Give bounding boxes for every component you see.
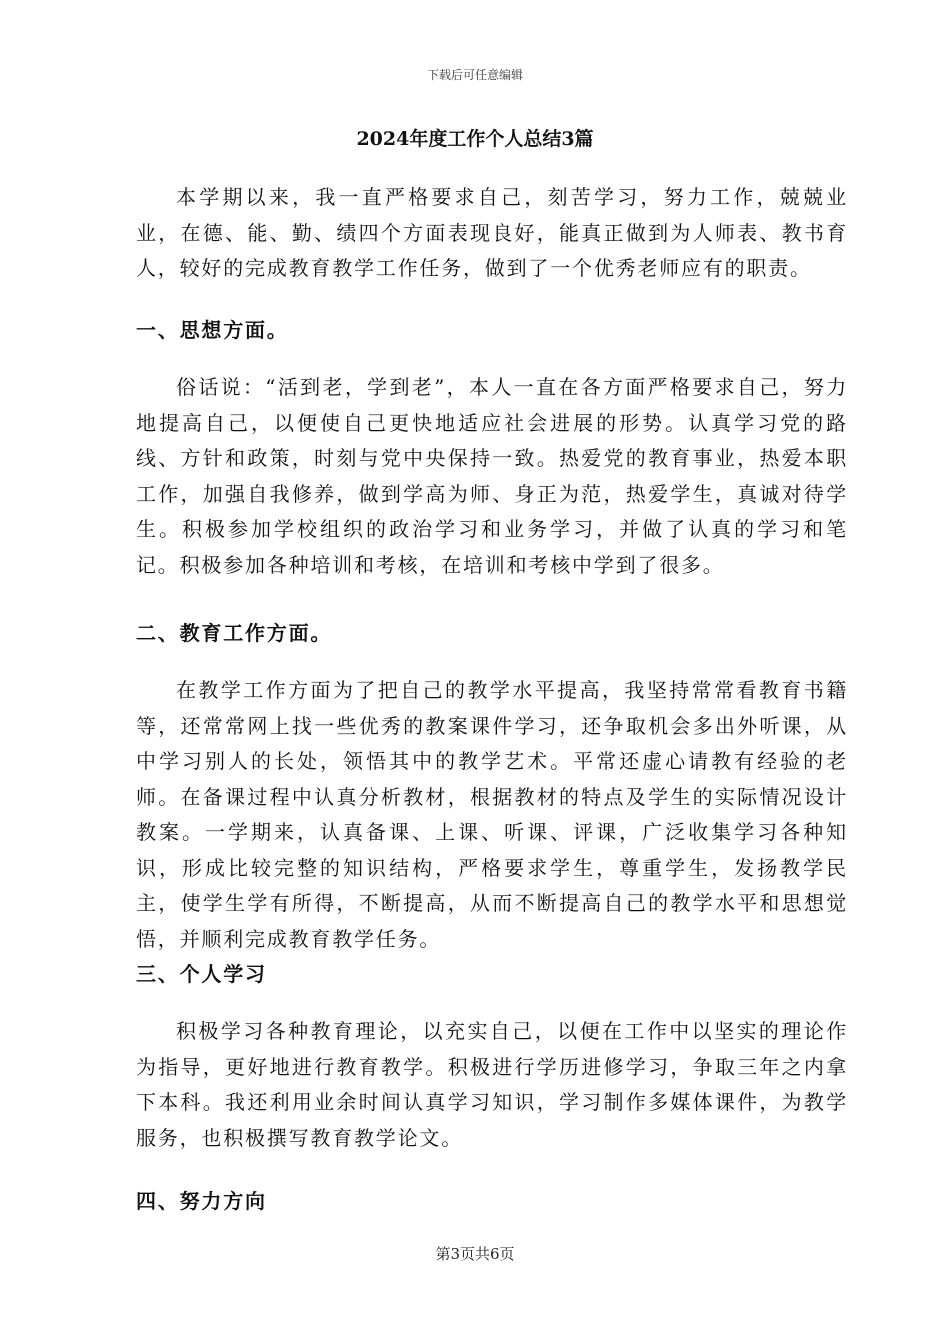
section-body-education: 在教学工作方面为了把自己的教学水平提高，我坚持常常看教育书籍等，还常常网上找一些优秀的教案课件学习，还争取机会多出外听课，从中学习别人的长处，领悟其中的教学艺术。平常还虚心请教有经验的老师。在备课过程中认真分析教材，根据教材的特点及学生的实际情况设计教案。一学期来，认真备课、上课、听课、评课，广泛收集学习各种知识，形成比较完整的知识结构，严格要求学生，尊重学生，发扬教学民主，使学生学有所得，不断提高，从而不断提高自己的教学水平和思想觉悟，并顺利完成教育教学任务。	[136, 678, 848, 951]
page-number-footer: 第3页共6页	[435, 1245, 515, 1263]
section-heading-thought: 一、思想方面。	[136, 318, 289, 342]
section-body-thought: 俗话说：“活到老，学到老”，本人一直在各方面严格要求自己，努力地提高自己，以便使自己更快地适应社会进展的形势。认真学习党的路线、方针和政策，时刻与党中央保持一致。热爱党的教育事业，热爱本职工作，加强自我修养，做到学高为师、身正为范，热爱学生，真诚对待学生。积极参加学校组织的政治学习和业务学习，并做了认真的学习和笔记。积极参加各种培训和考核，在培训和考核中学到了很多。	[136, 375, 848, 577]
document-title: 2024年度工作个人总结3篇	[356, 128, 594, 150]
section-body-personal-study: 积极学习各种教育理论，以充实自己，以便在工作中以坚实的理论作为指导，更好地进行教育教学。积极进行学历进修学习，争取三年之内拿下本科。我还利用业余时间认真学习知识，学习制作多媒体课件，为教学服务，也积极撰写教育教学论文。	[136, 1019, 848, 1150]
intro-paragraph: 本学期以来，我一直严格要求自己，刻苦学习，努力工作，兢兢业业，在德、能、勤、绩四个方面表现良好，能真正做到为人师表、教书育人，较好的完成教育教学工作任务，做到了一个优秀老师应有的职责。	[136, 185, 848, 280]
section-heading-education: 二、教育工作方面。	[136, 621, 333, 645]
section-heading-personal-study: 三、个人学习	[136, 962, 267, 986]
page-header-note: 下载后可任意编辑	[426, 68, 523, 82]
section-heading-direction: 四、努力方向	[136, 1189, 267, 1213]
